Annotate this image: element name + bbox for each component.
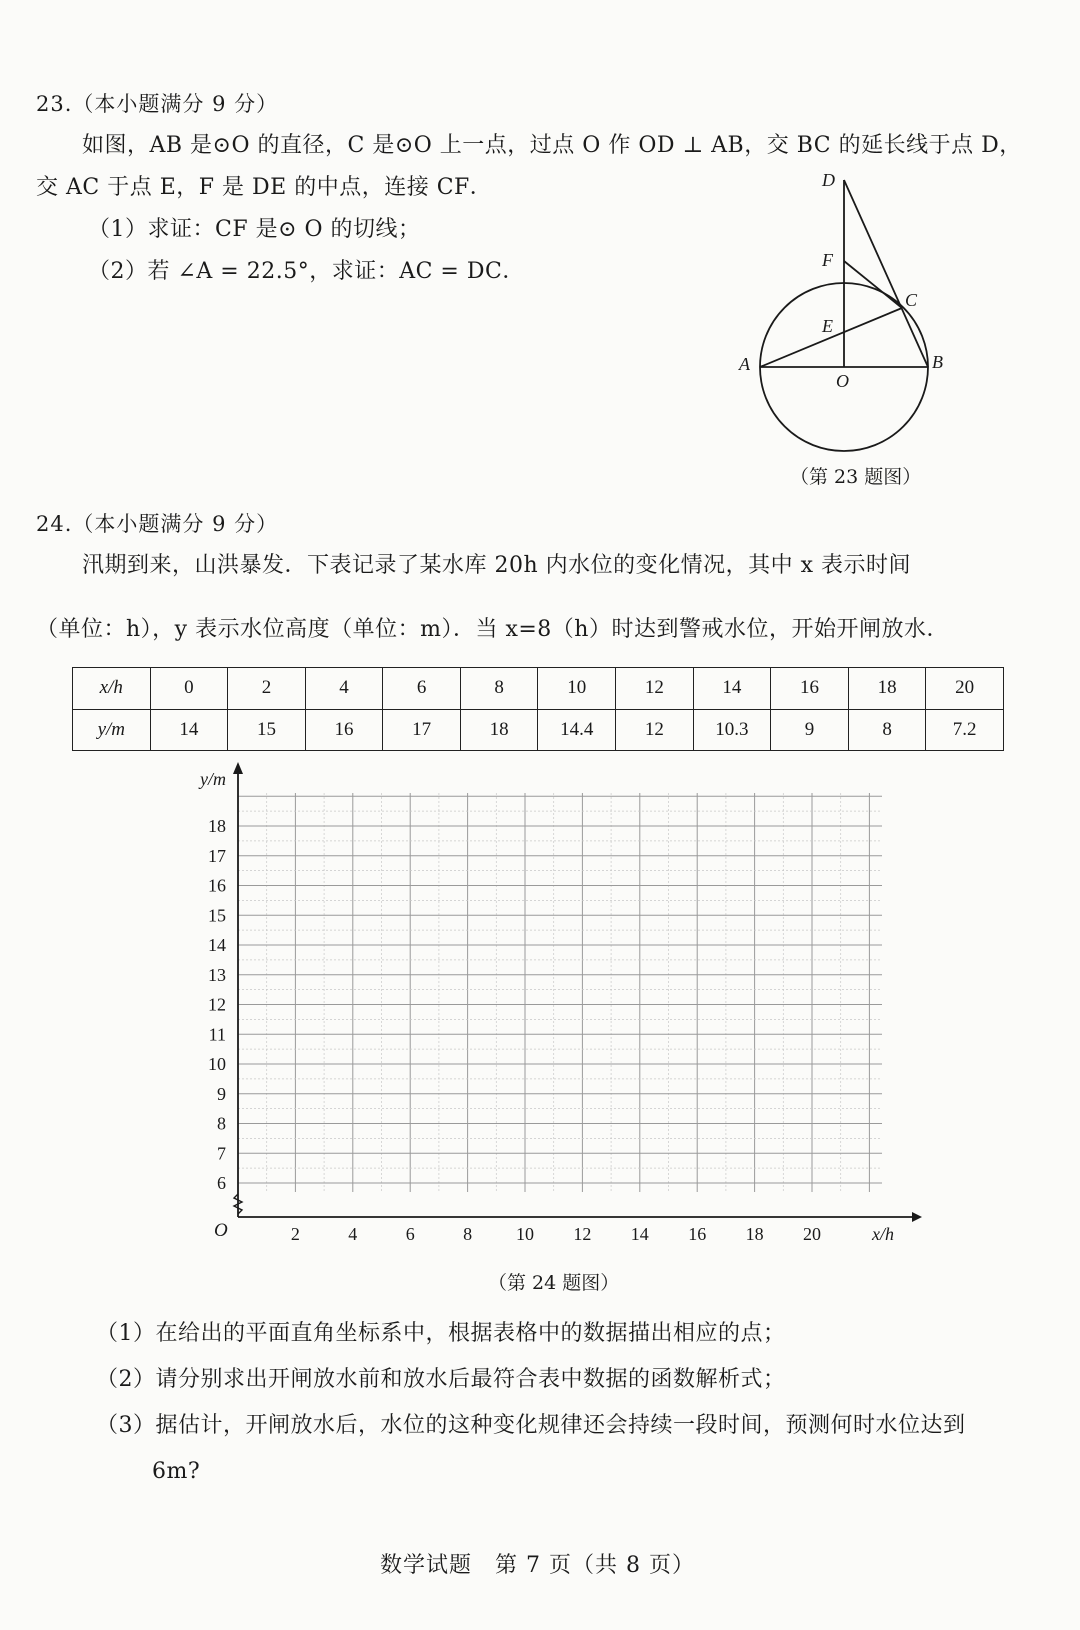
y-tick-label: 8 xyxy=(217,1113,226,1134)
x-tick-label: 18 xyxy=(745,1224,764,1244)
q24-text-line1: 汛期到来，山洪暴发．下表记录了某水库 20h 内水位的变化情况，其中 x 表示时间 xyxy=(82,553,912,578)
table-cell: 8 xyxy=(848,709,926,751)
x-axis-label: x/h xyxy=(872,1224,894,1244)
q23-header: 23.（本小题满分 9 分） xyxy=(36,92,279,116)
table-cell: 2 xyxy=(228,668,306,710)
page-footer: 数学试题 第 7 页（共 8 页） xyxy=(380,1553,695,1578)
y-tick-label: 16 xyxy=(208,875,226,896)
y-tick-label: 12 xyxy=(208,994,226,1015)
label-b: B xyxy=(932,352,943,372)
table-cell: 14.4 xyxy=(538,709,616,751)
x-tick-label: 8 xyxy=(463,1224,473,1244)
table-cell: 10 xyxy=(538,668,616,710)
q24-caption: （第 24 题图） xyxy=(488,1272,620,1294)
table-cell: 18 xyxy=(848,668,926,710)
table-cell: 20 xyxy=(926,668,1004,710)
q23-part2: （2）若 ∠A = 22.5°，求证：AC = DC． xyxy=(88,259,525,284)
q24-part3-line1: （3）据估计，开闸放水后，水位的这种变化规律还会持续一段时间，预测何时水位达到 xyxy=(96,1413,966,1438)
q23-text-line1: 如图，AB 是⊙O 的直径，C 是⊙O 上一点，过点 O 作 OD ⊥ AB，交 BC 的延长线于点 D， xyxy=(82,133,1022,158)
q23-text-line2: 交 AC 于点 E，F 是 DE 的中点，连接 CF． xyxy=(36,175,493,200)
x-tick-label: 12 xyxy=(573,1224,592,1244)
q23-part1: （1）求证：CF 是⊙ O 的切线； xyxy=(88,217,421,242)
y-tick-label: 13 xyxy=(208,964,226,985)
table-cell: 8 xyxy=(460,668,538,710)
table-cell: 16 xyxy=(305,709,383,751)
label-d: D xyxy=(822,170,835,190)
q24-part2: （2）请分别求出开闸放水前和放水后最符合表中数据的函数解析式； xyxy=(96,1367,786,1392)
x-tick-label: 6 xyxy=(405,1224,415,1244)
table-header-y: y/m xyxy=(73,709,151,751)
table-cell: 14 xyxy=(150,709,228,751)
x-tick-label: 4 xyxy=(348,1224,358,1244)
table-header-x: x/h xyxy=(73,668,151,710)
origin-label: O xyxy=(214,1220,228,1241)
label-a: A xyxy=(739,354,750,374)
q24-part3-line2: 6m? xyxy=(152,1459,201,1484)
x-tick-label: 20 xyxy=(803,1224,821,1244)
label-e: E xyxy=(822,316,833,336)
y-tick-label: 6 xyxy=(217,1173,226,1193)
y-tick-label: 9 xyxy=(217,1083,226,1104)
y-tick-label: 15 xyxy=(208,905,226,926)
label-f: F xyxy=(822,250,833,270)
x-tick-label: 2 xyxy=(290,1224,300,1244)
q23-caption: （第 23 题图） xyxy=(790,466,922,488)
y-tick-label: 10 xyxy=(208,1054,226,1074)
table-cell: 18 xyxy=(460,709,538,751)
table-cell: 16 xyxy=(771,668,849,710)
y-axis-label: y/m xyxy=(200,769,226,789)
table-cell: 7.2 xyxy=(926,709,1004,751)
y-tick-label: 18 xyxy=(208,816,226,836)
x-tick-label: 16 xyxy=(688,1224,707,1244)
table-cell: 14 xyxy=(693,668,771,710)
q24-header: 24.（本小题满分 9 分） xyxy=(36,512,279,536)
table-cell: 17 xyxy=(383,709,461,751)
table-cell: 12 xyxy=(616,709,694,751)
table-cell: 9 xyxy=(771,709,849,751)
table-cell: 6 xyxy=(383,668,461,710)
y-axis-arrow-icon xyxy=(233,762,243,774)
y-tick-label: 11 xyxy=(208,1024,226,1045)
x-tick-label: 14 xyxy=(630,1224,649,1244)
table-cell: 4 xyxy=(305,668,383,710)
q24-part1: （1）在给出的平面直角坐标系中，根据表格中的数据描出相应的点； xyxy=(96,1321,786,1346)
label-o: O xyxy=(836,371,849,391)
x-tick-label: 10 xyxy=(516,1224,534,1244)
table-cell: 12 xyxy=(616,668,694,710)
y-tick-label: 17 xyxy=(208,845,226,866)
table-cell: 10.3 xyxy=(693,709,771,751)
y-tick-label: 7 xyxy=(217,1143,226,1164)
y-tick-label: 14 xyxy=(208,935,226,955)
table-cell: 15 xyxy=(228,709,306,751)
table-cell: 0 xyxy=(150,668,228,710)
q24-text-line2: （单位：h），y 表示水位高度（单位：m）．当 x=8（h）时达到警戒水位，开始开闸放水． xyxy=(36,617,949,642)
label-c: C xyxy=(905,290,918,310)
x-axis-arrow-icon xyxy=(912,1212,922,1222)
